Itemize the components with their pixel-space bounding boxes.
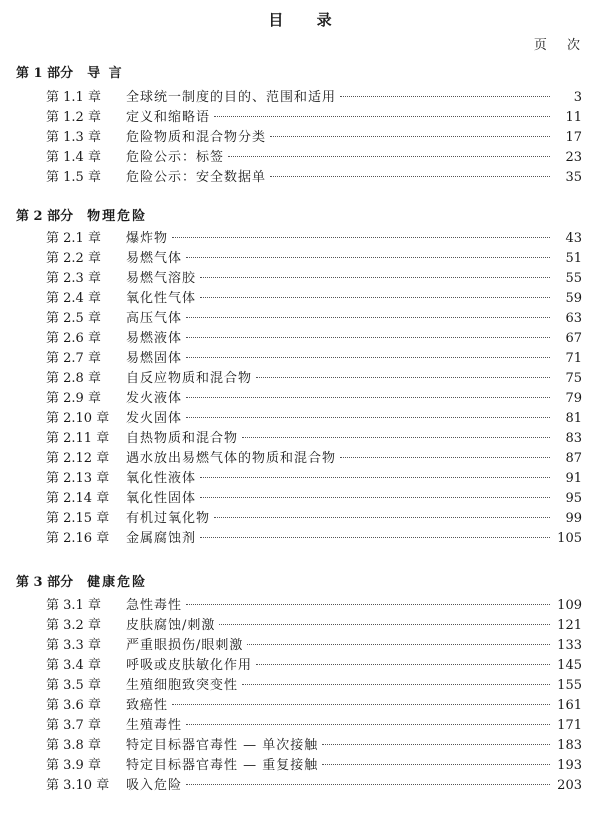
chapter-title: 皮肤腐蚀/刺激 — [126, 618, 216, 633]
toc-entry[interactable] — [46, 249, 582, 269]
dot-leader — [256, 664, 550, 665]
toc-entry[interactable] — [46, 369, 582, 389]
chapter-number: 第 3.6 章 — [46, 698, 101, 713]
part-name: 健康危险 — [87, 575, 148, 590]
chapter-title: 发火固体 — [126, 411, 183, 426]
dot-leader — [200, 477, 550, 478]
chapter-number: 第 3.9 章 — [46, 758, 101, 773]
toc-entry[interactable] — [46, 676, 582, 696]
dot-leader — [172, 237, 550, 238]
dot-leader — [186, 257, 550, 258]
page-number: 99 — [565, 511, 582, 526]
chapter-number: 第 2.12 章 — [46, 451, 110, 466]
page-number: 51 — [565, 251, 582, 266]
chapter-title: 金属腐蚀剂 — [126, 531, 197, 546]
page-number: 203 — [557, 778, 582, 793]
dot-leader — [186, 784, 550, 785]
dot-leader — [186, 337, 550, 338]
chapter-title: 易燃固体 — [126, 351, 183, 366]
page-number: 95 — [565, 491, 582, 506]
page-number: 193 — [557, 758, 582, 773]
toc-entry[interactable] — [46, 269, 582, 289]
page-number: 83 — [565, 431, 582, 446]
toc-entry[interactable] — [46, 469, 582, 489]
chapter-title: 急性毒性 — [126, 598, 183, 613]
dot-leader — [242, 437, 550, 438]
dot-leader — [322, 764, 550, 765]
dot-leader — [186, 357, 550, 358]
chapter-title: 危险公示：标签 — [126, 150, 225, 165]
toc-entry[interactable] — [46, 696, 582, 716]
page-number: 63 — [565, 311, 582, 326]
chapter-number: 第 2.6 章 — [46, 331, 101, 346]
chapter-number: 第 3.1 章 — [46, 598, 101, 613]
chapter-number: 第 2.15 章 — [46, 511, 110, 526]
chapter-number: 第 2.16 章 — [46, 531, 110, 546]
chapter-number: 第 1.1 章 — [46, 90, 101, 105]
page-number: 133 — [557, 638, 582, 653]
chapter-title: 氧化性气体 — [126, 291, 197, 306]
page-number: 75 — [565, 371, 582, 386]
dot-leader — [340, 457, 550, 458]
chapter-title: 自热物质和混合物 — [126, 431, 239, 446]
chapter-title: 氧化性固体 — [126, 491, 197, 506]
dot-leader — [200, 297, 550, 298]
chapter-title: 易燃液体 — [126, 331, 183, 346]
page-number: 55 — [565, 271, 582, 286]
chapter-title: 自反应物质和混合物 — [126, 371, 253, 386]
page-number: 155 — [557, 678, 582, 693]
chapter-number: 第 2.2 章 — [46, 251, 101, 266]
page-number: 35 — [565, 170, 582, 185]
dot-leader — [186, 317, 550, 318]
toc-entry[interactable] — [46, 716, 582, 736]
part-label: 第 1 部分 — [16, 66, 74, 81]
part-name: 导 言 — [87, 66, 124, 81]
chapter-title: 遇水放出易燃气体的物质和混合物 — [126, 451, 337, 466]
chapter-title: 危险公示：安全数据单 — [126, 170, 267, 185]
page-number: 105 — [557, 531, 582, 546]
page-number: 121 — [557, 618, 582, 633]
toc-entry[interactable] — [46, 596, 582, 616]
chapter-number: 第 3.8 章 — [46, 738, 101, 753]
part-name: 物理危险 — [87, 209, 148, 224]
dot-leader — [270, 136, 550, 137]
toc-entry[interactable] — [46, 529, 582, 549]
toc-entry[interactable] — [46, 489, 582, 509]
page-number: 183 — [557, 738, 582, 753]
toc-entry[interactable] — [46, 409, 582, 429]
toc-entry[interactable] — [46, 128, 582, 148]
toc-entry[interactable] — [46, 168, 582, 188]
toc-entry[interactable] — [46, 289, 582, 309]
toc-entry[interactable] — [46, 329, 582, 349]
toc-entry[interactable] — [46, 229, 582, 249]
chapter-title: 严重眼损伤/眼刺激 — [126, 638, 244, 653]
page-number: 109 — [557, 598, 582, 613]
page-number: 11 — [565, 110, 582, 125]
dot-leader — [247, 644, 550, 645]
dot-leader — [219, 624, 550, 625]
page-number: 91 — [565, 471, 582, 486]
dot-leader — [200, 497, 550, 498]
toc-entry[interactable] — [46, 656, 582, 676]
page-number: 17 — [565, 130, 582, 145]
part-heading — [16, 62, 124, 81]
toc-entry[interactable] — [46, 148, 582, 168]
dot-leader — [186, 417, 550, 418]
page-number: 43 — [565, 231, 582, 246]
chapter-title: 有机过氧化物 — [126, 511, 211, 526]
page-number: 145 — [557, 658, 582, 673]
chapter-number: 第 1.4 章 — [46, 150, 101, 165]
page-number: 71 — [565, 351, 582, 366]
part-label: 第 3 部分 — [16, 575, 74, 590]
chapter-number: 第 2.14 章 — [46, 491, 110, 506]
chapter-number: 第 1.5 章 — [46, 170, 101, 185]
page-number: 3 — [573, 90, 582, 105]
toc-entry[interactable] — [46, 309, 582, 329]
chapter-title: 易燃气溶胶 — [126, 271, 197, 286]
chapter-number: 第 3.7 章 — [46, 718, 101, 733]
chapter-number: 第 2.8 章 — [46, 371, 101, 386]
chapter-number: 第 2.1 章 — [46, 231, 101, 246]
chapter-title: 定义和缩略语 — [126, 110, 211, 125]
page-number: 161 — [557, 698, 582, 713]
dot-leader — [214, 517, 550, 518]
chapter-title: 致癌性 — [126, 698, 169, 713]
chapter-number: 第 2.11 章 — [46, 431, 110, 446]
page-number: 171 — [557, 718, 582, 733]
page-number: 81 — [565, 411, 582, 426]
chapter-title: 吸入危险 — [126, 778, 183, 793]
dot-leader — [242, 684, 550, 685]
chapter-title: 危险物质和混合物分类 — [126, 130, 267, 145]
toc-entry[interactable] — [46, 509, 582, 529]
dot-leader — [186, 724, 550, 725]
chapter-number: 第 2.4 章 — [46, 291, 101, 306]
chapter-number: 第 1.2 章 — [46, 110, 101, 125]
chapter-number: 第 3.4 章 — [46, 658, 101, 673]
dot-leader — [256, 377, 550, 378]
chapter-title: 高压气体 — [126, 311, 183, 326]
chapter-title: 爆炸物 — [126, 231, 169, 246]
dot-leader — [186, 604, 550, 605]
toc-entry[interactable] — [46, 88, 582, 108]
chapter-title: 易燃气体 — [126, 251, 183, 266]
toc-entry[interactable] — [46, 449, 582, 469]
chapter-number: 第 2.9 章 — [46, 391, 101, 406]
part-heading — [16, 571, 147, 590]
page-title: 目 录 — [268, 11, 346, 29]
chapter-title: 生殖细胞致突变性 — [126, 678, 239, 693]
chapter-title: 氧化性液体 — [126, 471, 197, 486]
dot-leader — [214, 116, 550, 117]
chapter-number: 第 2.7 章 — [46, 351, 101, 366]
page-number: 87 — [565, 451, 582, 466]
chapter-title: 特定目标器官毒性 — 单次接触 — [126, 738, 319, 753]
chapter-number: 第 3.3 章 — [46, 638, 101, 653]
dot-leader — [228, 156, 550, 157]
part-heading — [16, 205, 147, 224]
toc-entry[interactable] — [46, 616, 582, 636]
dot-leader — [186, 397, 550, 398]
toc-entry[interactable] — [46, 776, 582, 796]
page-number: 79 — [565, 391, 582, 406]
chapter-title: 特定目标器官毒性 — 重复接触 — [126, 758, 319, 773]
dot-leader — [322, 744, 550, 745]
chapter-number: 第 2.10 章 — [46, 411, 110, 426]
chapter-number: 第 3.2 章 — [46, 618, 101, 633]
chapter-number: 第 3.5 章 — [46, 678, 101, 693]
toc-entry[interactable] — [46, 389, 582, 409]
page-number: 23 — [565, 150, 582, 165]
chapter-number: 第 1.3 章 — [46, 130, 101, 145]
page-number: 67 — [565, 331, 582, 346]
chapter-number: 第 2.5 章 — [46, 311, 101, 326]
page-column-header: 页 次 — [533, 38, 588, 53]
toc-entry[interactable] — [46, 736, 582, 756]
part-label: 第 2 部分 — [16, 209, 74, 224]
dot-leader — [270, 176, 550, 177]
toc-entry[interactable] — [46, 636, 582, 656]
chapter-number: 第 2.13 章 — [46, 471, 110, 486]
toc-entry[interactable] — [46, 349, 582, 369]
toc-entry[interactable] — [46, 108, 582, 128]
toc-entry[interactable] — [46, 429, 582, 449]
chapter-title: 发火液体 — [126, 391, 183, 406]
toc-entry[interactable] — [46, 756, 582, 776]
chapter-title: 生殖毒性 — [126, 718, 183, 733]
page-number: 59 — [565, 291, 582, 306]
dot-leader — [340, 96, 550, 97]
dot-leader — [200, 537, 550, 538]
dot-leader — [200, 277, 550, 278]
chapter-number: 第 2.3 章 — [46, 271, 101, 286]
chapter-title: 全球统一制度的目的、范围和适用 — [126, 90, 337, 105]
chapter-title: 呼吸或皮肤敏化作用 — [126, 658, 253, 673]
dot-leader — [172, 704, 550, 705]
chapter-number: 第 3.10 章 — [46, 778, 110, 793]
